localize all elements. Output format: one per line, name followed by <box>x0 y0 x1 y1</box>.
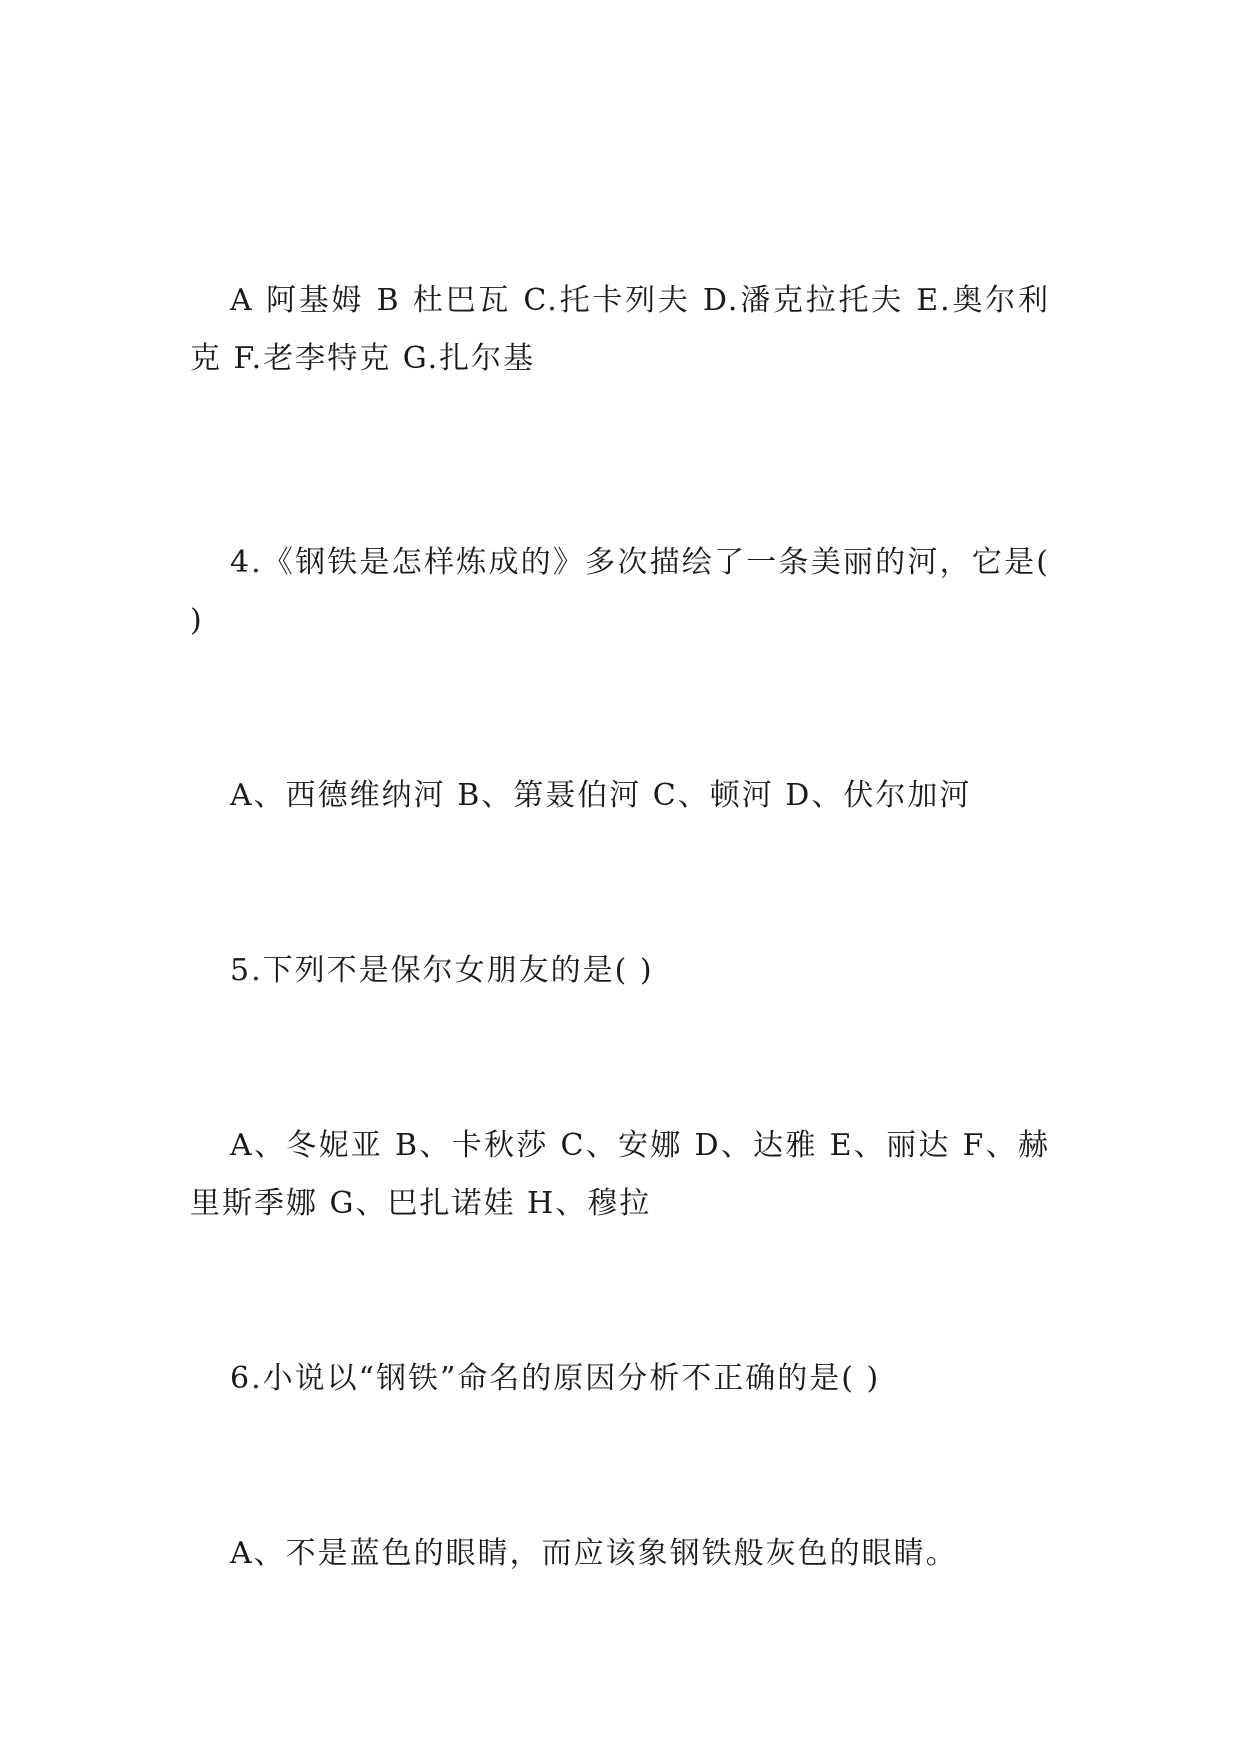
question-5: 5.下列不是保尔女朋友的是( ) <box>230 953 654 988</box>
answer-options-paragraph: A 阿基姆 B 杜巴瓦 C.托卡列夫 D.潘克拉托夫 E.奥尔利克 F.老李特克 G.扎尔基 <box>190 283 1050 376</box>
question-6: 6.小说以“钢铁”命名的原因分析不正确的是( ) <box>230 1361 881 1396</box>
question-5-options: A、冬妮亚 B、卡秋莎 C、安娜 D、达雅 E、丽达 F、赫里斯季娜 G、巴扎诺娃 H、穆拉 <box>190 1128 1050 1221</box>
question-4-options: A、西德维纳河 B、第聂伯河 C、顿河 D、伏尔加河 <box>230 778 972 813</box>
question-4: 4.《钢铁是怎样炼成的》多次描绘了一条美丽的河，它是( ) <box>190 545 1050 638</box>
question-6-option-a: A、不是蓝色的眼睛，而应该象钢铁般灰色的眼睛。 <box>230 1536 958 1571</box>
